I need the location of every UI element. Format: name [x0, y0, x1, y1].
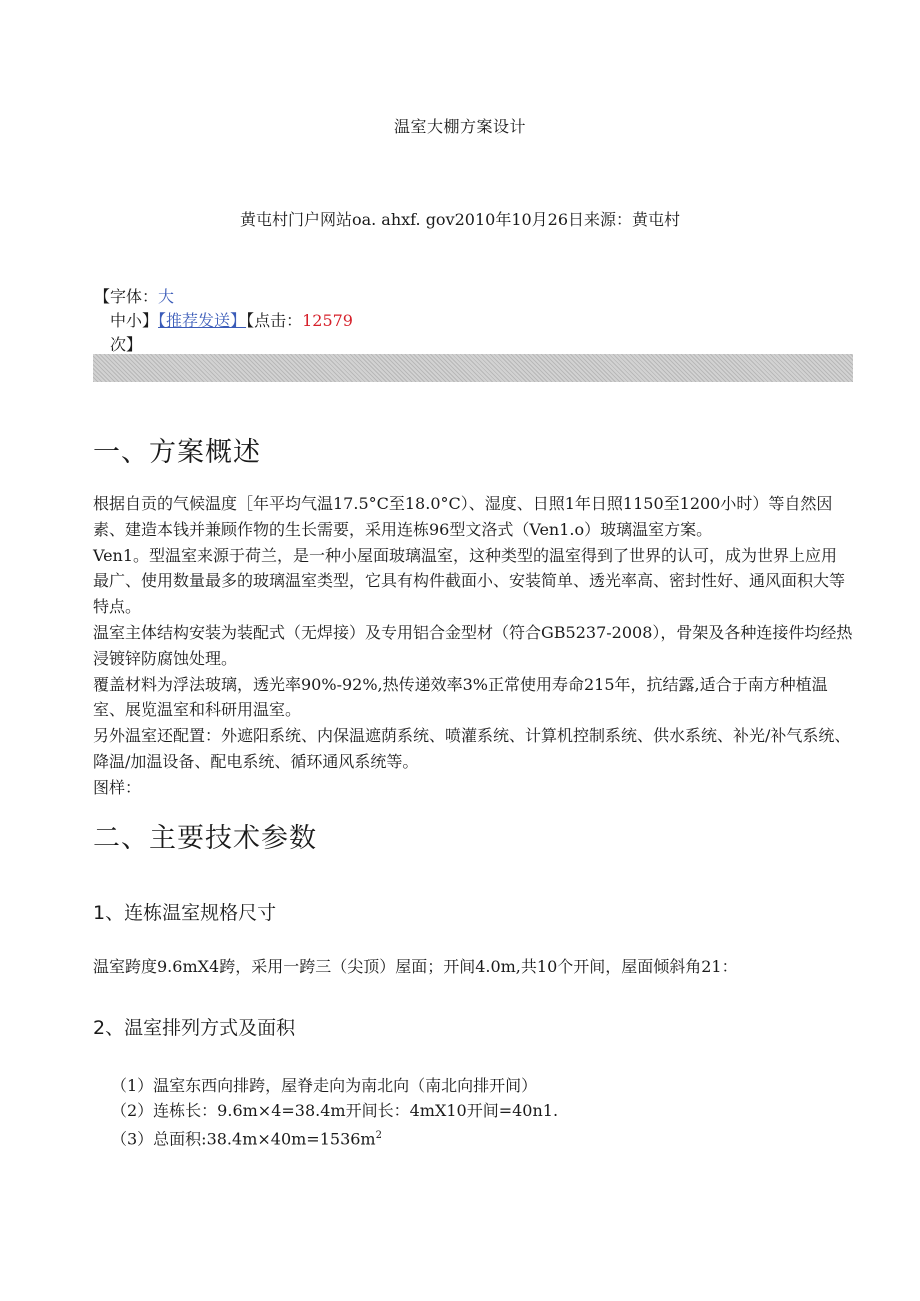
page-title: 温室大棚方案设计 — [393, 117, 526, 136]
overview-paragraph: 覆盖材料为浮法玻璃，透光率90%-92%,热传递效率3%正常使用寿命215年，抗结露,适合于南方种植温室、展览温室和科研用温室。 — [93, 674, 828, 720]
overview-paragraph: Ven1。型温室来源于荷兰，是一种小屋面玻璃温室，这种类型的温室得到了世界的认可，成为世界上应用最广、使用数量最多的玻璃温室类型，它具有构件截面小、安装简单、透光率高、密封性好、通风面积大等特点。 — [93, 545, 846, 617]
subheading-layout-area: 2、温室排列方式及面积 — [93, 1017, 296, 1039]
overview-body — [93, 491, 853, 801]
overview-paragraph: 另外温室还配置：外遮阳系统、内保温遮荫系统、喷灌系统、计算机控制系统、供水系统、补光/补气系统、降温/加温设备、配电系统、循环通风系统等。 — [93, 726, 851, 771]
subheading-dimensions: 1、连栋温室规格尺寸 — [93, 902, 277, 924]
figure-label: 图样： — [93, 777, 142, 797]
divider-bar — [93, 354, 853, 382]
click-count-suffix: 次】 — [110, 335, 143, 354]
list-item: （1）温室东西向排跨，屋脊走向为南北向（南北向排开间） — [111, 1076, 538, 1095]
article-toolbar — [94, 285, 354, 357]
list-item-text: （3）总面积:38.4m×40m=1536m — [111, 1129, 376, 1149]
overview-paragraph: 根据自贡的气候温度［年平均气温17.5°C至18.0°C）、湿度、日照1年日照1150至1200小时）等自然因素、建造本钱并兼顾作物的生长需要，采用连栋96型文洛式（Ven1.o）玻璃温室方案。 — [93, 494, 833, 539]
click-count-value: 12579 — [302, 311, 353, 330]
recommend-link[interactable]: 【推荐发送】 — [158, 311, 247, 330]
list-item: （2）连栋长：9.6m×4=38.4m开间长：4mX10开间=40n1. — [111, 1101, 559, 1120]
section-heading-parameters: 二、主要技术参数 — [93, 823, 317, 854]
font-size-label: 【字体： — [94, 287, 159, 306]
font-size-small-link[interactable]: 小 — [126, 311, 143, 330]
area-unit-superscript: 2 — [375, 1130, 382, 1141]
click-count-label: 【点击： — [246, 311, 303, 330]
overview-paragraph: 温室主体结构安装为装配式（无焊接）及专用铝合金型材（符合GB5237-2008），骨架及各种连接件均经热浸镀锌防腐蚀处理。 — [93, 622, 853, 668]
font-size-large-link[interactable]: 大 — [158, 287, 175, 306]
article-source-line: 黄屯村门户网站oa. ahxf. gov2010年10月26日来源：黄屯村 — [239, 210, 681, 229]
dimensions-text: 温室跨度9.6mX4跨，采用一跨三（尖顶）屋面；开间4.0m,共10个开间，屋面倾斜角21： — [93, 957, 738, 976]
font-size-close: 】 — [142, 311, 159, 330]
list-item — [111, 1123, 811, 1151]
layout-area-list — [111, 1073, 811, 1151]
font-size-medium-link[interactable]: 中 — [110, 311, 127, 330]
font-size-controls — [94, 285, 354, 309]
section-heading-overview: 一、方案概述 — [93, 437, 261, 468]
